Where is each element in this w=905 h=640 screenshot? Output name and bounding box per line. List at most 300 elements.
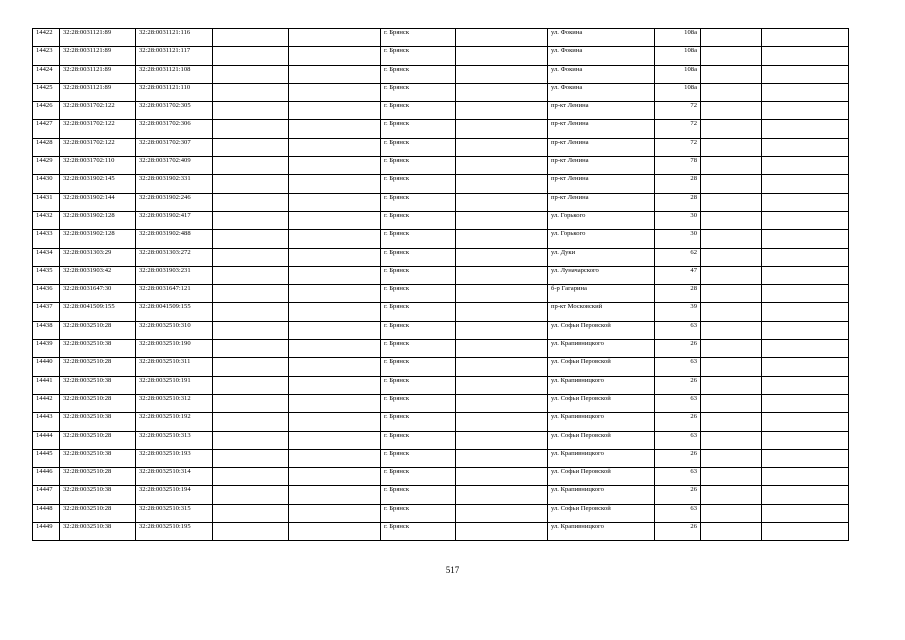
- table-row: [33, 47, 849, 65]
- cell-col-empty-10: [701, 248, 762, 266]
- table-row: [33, 504, 849, 522]
- cell-col-empty-7: [456, 102, 548, 120]
- cell-col-empty-10: [701, 486, 762, 504]
- cell-col-empty-5: [289, 504, 381, 522]
- cell-city: г. Брянск: [381, 193, 456, 211]
- cell-col-empty-4: [213, 29, 289, 47]
- cell-col-empty-11: [762, 303, 849, 321]
- cell-object-number: 32:28:0031702:307: [136, 138, 213, 156]
- cell-object-number: 32:28:0031702:305: [136, 102, 213, 120]
- cell-object-number: 32:28:0041509:155: [136, 303, 213, 321]
- cell-col-empty-4: [213, 65, 289, 83]
- cell-city: г. Брянск: [381, 376, 456, 394]
- cell-col-empty-7: [456, 65, 548, 83]
- cell-col-empty-5: [289, 102, 381, 120]
- cell-col-empty-11: [762, 468, 849, 486]
- cell-col-empty-11: [762, 248, 849, 266]
- cell-row-number: 14442: [33, 394, 60, 412]
- cell-parcel-number: 32:28:0032510:38: [60, 486, 136, 504]
- cell-city: г. Брянск: [381, 29, 456, 47]
- cell-row-number: 14425: [33, 83, 60, 101]
- cell-col-empty-11: [762, 486, 849, 504]
- cell-col-empty-4: [213, 266, 289, 284]
- cell-house-number: 78: [655, 157, 701, 175]
- cell-row-number: 14429: [33, 157, 60, 175]
- cell-col-empty-4: [213, 431, 289, 449]
- cell-street: ул. Софьи Перовской: [548, 321, 655, 339]
- cell-col-empty-11: [762, 120, 849, 138]
- cell-col-empty-7: [456, 120, 548, 138]
- cell-object-number: 32:28:0032510:191: [136, 376, 213, 394]
- cell-street: ул. Крапивницкого: [548, 340, 655, 358]
- cell-col-empty-10: [701, 65, 762, 83]
- cell-col-empty-5: [289, 376, 381, 394]
- cell-row-number: 14434: [33, 248, 60, 266]
- cell-col-empty-10: [701, 102, 762, 120]
- cell-col-empty-5: [289, 230, 381, 248]
- cell-city: г. Брянск: [381, 102, 456, 120]
- cell-col-empty-10: [701, 431, 762, 449]
- cell-col-empty-11: [762, 321, 849, 339]
- cell-row-number: 14428: [33, 138, 60, 156]
- cell-col-empty-5: [289, 83, 381, 101]
- cell-col-empty-11: [762, 431, 849, 449]
- cell-street: ул. Горького: [548, 230, 655, 248]
- cell-col-empty-5: [289, 321, 381, 339]
- cell-city: г. Брянск: [381, 303, 456, 321]
- cell-object-number: 32:28:0032510:311: [136, 358, 213, 376]
- cell-object-number: 32:28:0031303:272: [136, 248, 213, 266]
- cell-col-empty-10: [701, 285, 762, 303]
- cell-col-empty-5: [289, 138, 381, 156]
- cell-col-empty-7: [456, 340, 548, 358]
- cell-parcel-number: 32:28:0031902:144: [60, 193, 136, 211]
- cell-col-empty-4: [213, 321, 289, 339]
- cell-object-number: 32:28:0031121:110: [136, 83, 213, 101]
- cell-street: ул. Фокина: [548, 47, 655, 65]
- cell-street: ул. Фокина: [548, 83, 655, 101]
- cell-house-number: 26: [655, 413, 701, 431]
- cell-col-empty-5: [289, 468, 381, 486]
- cell-street: ул. Софьи Перовской: [548, 358, 655, 376]
- cell-house-number: 47: [655, 266, 701, 284]
- cell-street: ул. Крапивницкого: [548, 413, 655, 431]
- cell-object-number: 32:28:0031902:331: [136, 175, 213, 193]
- cell-parcel-number: 32:28:0031121:89: [60, 47, 136, 65]
- cell-house-number: 63: [655, 504, 701, 522]
- cell-col-empty-11: [762, 193, 849, 211]
- cell-house-number: 72: [655, 120, 701, 138]
- cell-col-empty-4: [213, 504, 289, 522]
- cell-col-empty-4: [213, 413, 289, 431]
- cell-house-number: 26: [655, 376, 701, 394]
- table-row: [33, 157, 849, 175]
- cell-col-empty-10: [701, 175, 762, 193]
- cell-col-empty-4: [213, 120, 289, 138]
- cell-city: г. Брянск: [381, 120, 456, 138]
- table-row: [33, 523, 849, 541]
- cell-object-number: 32:28:0031902:417: [136, 211, 213, 229]
- cell-col-empty-10: [701, 468, 762, 486]
- cell-object-number: 32:28:0031121:116: [136, 29, 213, 47]
- table-row: [33, 394, 849, 412]
- cell-col-empty-5: [289, 211, 381, 229]
- cell-street: ул. Фокина: [548, 65, 655, 83]
- cell-col-empty-5: [289, 65, 381, 83]
- cell-col-empty-5: [289, 431, 381, 449]
- cell-parcel-number: 32:28:0031902:128: [60, 211, 136, 229]
- cell-city: г. Брянск: [381, 449, 456, 467]
- registry-table: [32, 28, 849, 541]
- cell-col-empty-10: [701, 340, 762, 358]
- table-row: [33, 266, 849, 284]
- cell-col-empty-5: [289, 486, 381, 504]
- table-row: [33, 175, 849, 193]
- cell-col-empty-4: [213, 175, 289, 193]
- cell-col-empty-7: [456, 523, 548, 541]
- cell-row-number: 14430: [33, 175, 60, 193]
- cell-city: г. Брянск: [381, 230, 456, 248]
- cell-col-empty-4: [213, 138, 289, 156]
- cell-col-empty-4: [213, 157, 289, 175]
- cell-house-number: 28: [655, 285, 701, 303]
- cell-row-number: 14431: [33, 193, 60, 211]
- cell-house-number: 63: [655, 394, 701, 412]
- cell-object-number: 32:28:0031903:231: [136, 266, 213, 284]
- table-row: [33, 193, 849, 211]
- cell-col-empty-11: [762, 138, 849, 156]
- cell-street: пр-кт Ленина: [548, 193, 655, 211]
- cell-col-empty-10: [701, 138, 762, 156]
- cell-col-empty-4: [213, 230, 289, 248]
- cell-col-empty-7: [456, 266, 548, 284]
- cell-col-empty-4: [213, 449, 289, 467]
- cell-object-number: 32:28:0031902:246: [136, 193, 213, 211]
- cell-col-empty-11: [762, 102, 849, 120]
- table-row: [33, 376, 849, 394]
- cell-house-number: 72: [655, 138, 701, 156]
- cell-parcel-number: 32:28:0031702:110: [60, 157, 136, 175]
- cell-col-empty-4: [213, 47, 289, 65]
- cell-col-empty-7: [456, 211, 548, 229]
- cell-col-empty-7: [456, 486, 548, 504]
- cell-col-empty-7: [456, 303, 548, 321]
- cell-city: г. Брянск: [381, 413, 456, 431]
- cell-col-empty-5: [289, 449, 381, 467]
- cell-row-number: 14437: [33, 303, 60, 321]
- cell-row-number: 14446: [33, 468, 60, 486]
- cell-col-empty-11: [762, 358, 849, 376]
- cell-object-number: 32:28:0031121:108: [136, 65, 213, 83]
- cell-parcel-number: 32:28:0032510:28: [60, 321, 136, 339]
- table-row: [33, 65, 849, 83]
- cell-street: ул. Софьи Перовской: [548, 504, 655, 522]
- cell-parcel-number: 32:28:0031902:145: [60, 175, 136, 193]
- cell-col-empty-4: [213, 358, 289, 376]
- cell-city: г. Брянск: [381, 248, 456, 266]
- table-row: [33, 83, 849, 101]
- cell-street: пр-кт Ленина: [548, 175, 655, 193]
- cell-col-empty-10: [701, 303, 762, 321]
- cell-house-number: 108а: [655, 83, 701, 101]
- cell-col-empty-7: [456, 413, 548, 431]
- cell-col-empty-7: [456, 358, 548, 376]
- cell-col-empty-11: [762, 285, 849, 303]
- cell-col-empty-7: [456, 193, 548, 211]
- cell-city: г. Брянск: [381, 486, 456, 504]
- cell-object-number: 32:28:0032510:314: [136, 468, 213, 486]
- cell-street: ул. Софьи Перовской: [548, 394, 655, 412]
- table-row: [33, 468, 849, 486]
- table-row: [33, 230, 849, 248]
- cell-row-number: 14427: [33, 120, 60, 138]
- cell-col-empty-10: [701, 230, 762, 248]
- cell-city: г. Брянск: [381, 340, 456, 358]
- cell-house-number: 26: [655, 523, 701, 541]
- cell-city: г. Брянск: [381, 321, 456, 339]
- cell-col-empty-5: [289, 47, 381, 65]
- cell-city: г. Брянск: [381, 83, 456, 101]
- cell-row-number: 14423: [33, 47, 60, 65]
- cell-house-number: 28: [655, 175, 701, 193]
- cell-street: б-р Гагарина: [548, 285, 655, 303]
- cell-parcel-number: 32:28:0031647:30: [60, 285, 136, 303]
- cell-object-number: 32:28:0032510:194: [136, 486, 213, 504]
- cell-parcel-number: 32:28:0031903:42: [60, 266, 136, 284]
- cell-parcel-number: 32:28:0031121:89: [60, 29, 136, 47]
- table-row: [33, 303, 849, 321]
- cell-parcel-number: 32:28:0031702:122: [60, 120, 136, 138]
- cell-city: г. Брянск: [381, 157, 456, 175]
- table-row: [33, 449, 849, 467]
- cell-row-number: 14422: [33, 29, 60, 47]
- cell-house-number: 39: [655, 303, 701, 321]
- cell-house-number: 108а: [655, 29, 701, 47]
- cell-house-number: 63: [655, 468, 701, 486]
- cell-col-empty-11: [762, 340, 849, 358]
- cell-col-empty-11: [762, 29, 849, 47]
- cell-col-empty-4: [213, 486, 289, 504]
- cell-col-empty-4: [213, 376, 289, 394]
- cell-col-empty-10: [701, 358, 762, 376]
- table-row: [33, 486, 849, 504]
- cell-row-number: 14441: [33, 376, 60, 394]
- cell-house-number: 62: [655, 248, 701, 266]
- cell-object-number: 32:28:0032510:310: [136, 321, 213, 339]
- cell-row-number: 14433: [33, 230, 60, 248]
- cell-parcel-number: 32:28:0032510:38: [60, 376, 136, 394]
- cell-row-number: 14440: [33, 358, 60, 376]
- cell-parcel-number: 32:28:0031303:29: [60, 248, 136, 266]
- cell-col-empty-4: [213, 394, 289, 412]
- table-row: [33, 358, 849, 376]
- cell-city: г. Брянск: [381, 211, 456, 229]
- cell-row-number: 14438: [33, 321, 60, 339]
- cell-object-number: 32:28:0032510:195: [136, 523, 213, 541]
- cell-street: ул. Крапивницкого: [548, 523, 655, 541]
- cell-col-empty-7: [456, 394, 548, 412]
- cell-col-empty-7: [456, 248, 548, 266]
- cell-col-empty-7: [456, 468, 548, 486]
- cell-col-empty-11: [762, 175, 849, 193]
- table-body: [33, 29, 849, 541]
- table-row: [33, 120, 849, 138]
- cell-street: пр-кт Ленина: [548, 138, 655, 156]
- cell-col-empty-11: [762, 394, 849, 412]
- cell-parcel-number: 32:28:0032510:38: [60, 449, 136, 467]
- cell-row-number: 14448: [33, 504, 60, 522]
- cell-parcel-number: 32:28:0032510:28: [60, 468, 136, 486]
- cell-col-empty-11: [762, 523, 849, 541]
- cell-street: ул. Фокина: [548, 29, 655, 47]
- cell-parcel-number: 32:28:0041509:155: [60, 303, 136, 321]
- cell-col-empty-10: [701, 29, 762, 47]
- cell-col-empty-4: [213, 83, 289, 101]
- cell-col-empty-5: [289, 394, 381, 412]
- cell-street: пр-кт Ленина: [548, 120, 655, 138]
- cell-street: ул. Горького: [548, 211, 655, 229]
- cell-row-number: 14443: [33, 413, 60, 431]
- cell-street: ул. Софьи Перовской: [548, 468, 655, 486]
- cell-parcel-number: 32:28:0032510:38: [60, 413, 136, 431]
- cell-col-empty-11: [762, 211, 849, 229]
- cell-col-empty-10: [701, 394, 762, 412]
- table-row: [33, 211, 849, 229]
- cell-col-empty-7: [456, 285, 548, 303]
- cell-row-number: 14439: [33, 340, 60, 358]
- cell-col-empty-10: [701, 376, 762, 394]
- cell-parcel-number: 32:28:0031702:122: [60, 102, 136, 120]
- cell-col-empty-4: [213, 102, 289, 120]
- cell-object-number: 32:28:0032510:192: [136, 413, 213, 431]
- cell-col-empty-5: [289, 523, 381, 541]
- cell-object-number: 32:28:0031647:121: [136, 285, 213, 303]
- cell-city: г. Брянск: [381, 358, 456, 376]
- cell-col-empty-10: [701, 504, 762, 522]
- cell-col-empty-10: [701, 83, 762, 101]
- cell-city: г. Брянск: [381, 394, 456, 412]
- cell-col-empty-5: [289, 175, 381, 193]
- cell-col-empty-7: [456, 47, 548, 65]
- cell-city: г. Брянск: [381, 523, 456, 541]
- table-row: [33, 321, 849, 339]
- cell-col-empty-11: [762, 413, 849, 431]
- cell-parcel-number: 32:28:0031121:89: [60, 83, 136, 101]
- cell-col-empty-7: [456, 157, 548, 175]
- cell-col-empty-7: [456, 83, 548, 101]
- cell-parcel-number: 32:28:0032510:28: [60, 504, 136, 522]
- cell-house-number: 63: [655, 431, 701, 449]
- cell-city: г. Брянск: [381, 431, 456, 449]
- table-row: [33, 285, 849, 303]
- table-row: [33, 248, 849, 266]
- cell-row-number: 14435: [33, 266, 60, 284]
- cell-col-empty-7: [456, 376, 548, 394]
- cell-col-empty-11: [762, 504, 849, 522]
- cell-house-number: 72: [655, 102, 701, 120]
- cell-city: г. Брянск: [381, 65, 456, 83]
- cell-col-empty-7: [456, 449, 548, 467]
- cell-col-empty-10: [701, 413, 762, 431]
- cell-col-empty-5: [289, 120, 381, 138]
- cell-city: г. Брянск: [381, 468, 456, 486]
- cell-city: г. Брянск: [381, 138, 456, 156]
- cell-col-empty-4: [213, 193, 289, 211]
- cell-col-empty-5: [289, 285, 381, 303]
- cell-col-empty-10: [701, 157, 762, 175]
- cell-col-empty-5: [289, 193, 381, 211]
- cell-city: г. Брянск: [381, 504, 456, 522]
- cell-house-number: 28: [655, 193, 701, 211]
- cell-object-number: 32:28:0031702:409: [136, 157, 213, 175]
- cell-city: г. Брянск: [381, 47, 456, 65]
- cell-col-empty-4: [213, 248, 289, 266]
- cell-col-empty-11: [762, 376, 849, 394]
- cell-col-empty-5: [289, 303, 381, 321]
- cell-house-number: 30: [655, 211, 701, 229]
- cell-col-empty-4: [213, 303, 289, 321]
- cell-col-empty-11: [762, 266, 849, 284]
- cell-street: пр-кт Московский: [548, 303, 655, 321]
- cell-col-empty-5: [289, 413, 381, 431]
- cell-parcel-number: 32:28:0031702:122: [60, 138, 136, 156]
- cell-object-number: 32:28:0032510:313: [136, 431, 213, 449]
- cell-col-empty-10: [701, 193, 762, 211]
- cell-object-number: 32:28:0032510:315: [136, 504, 213, 522]
- cell-street: ул. Крапивницкого: [548, 486, 655, 504]
- table-row: [33, 340, 849, 358]
- cell-street: ул. Дуки: [548, 248, 655, 266]
- cell-row-number: 14444: [33, 431, 60, 449]
- table-row: [33, 413, 849, 431]
- cell-object-number: 32:28:0031702:306: [136, 120, 213, 138]
- page-number: 517: [445, 565, 460, 575]
- table-row: [33, 29, 849, 47]
- cell-street: пр-кт Ленина: [548, 102, 655, 120]
- cell-row-number: 14424: [33, 65, 60, 83]
- cell-col-empty-4: [213, 523, 289, 541]
- cell-parcel-number: 32:28:0032510:28: [60, 358, 136, 376]
- cell-col-empty-4: [213, 211, 289, 229]
- cell-object-number: 32:28:0032510:312: [136, 394, 213, 412]
- cell-object-number: 32:28:0032510:190: [136, 340, 213, 358]
- cell-street: пр-кт Ленина: [548, 157, 655, 175]
- cell-col-empty-7: [456, 321, 548, 339]
- cell-col-empty-7: [456, 504, 548, 522]
- cell-object-number: 32:28:0031902:488: [136, 230, 213, 248]
- cell-parcel-number: 32:28:0032510:38: [60, 523, 136, 541]
- cell-col-empty-5: [289, 266, 381, 284]
- cell-col-empty-7: [456, 230, 548, 248]
- cell-row-number: 14449: [33, 523, 60, 541]
- cell-house-number: 63: [655, 321, 701, 339]
- cell-row-number: 14426: [33, 102, 60, 120]
- cell-col-empty-4: [213, 468, 289, 486]
- cell-house-number: 30: [655, 230, 701, 248]
- cell-row-number: 14436: [33, 285, 60, 303]
- cell-col-empty-10: [701, 211, 762, 229]
- cell-row-number: 14447: [33, 486, 60, 504]
- cell-col-empty-5: [289, 248, 381, 266]
- cell-city: г. Брянск: [381, 266, 456, 284]
- cell-parcel-number: 32:28:0031121:89: [60, 65, 136, 83]
- cell-col-empty-4: [213, 285, 289, 303]
- cell-col-empty-5: [289, 29, 381, 47]
- cell-row-number: 14432: [33, 211, 60, 229]
- cell-street: ул. Луначарского: [548, 266, 655, 284]
- cell-col-empty-10: [701, 266, 762, 284]
- table-row: [33, 138, 849, 156]
